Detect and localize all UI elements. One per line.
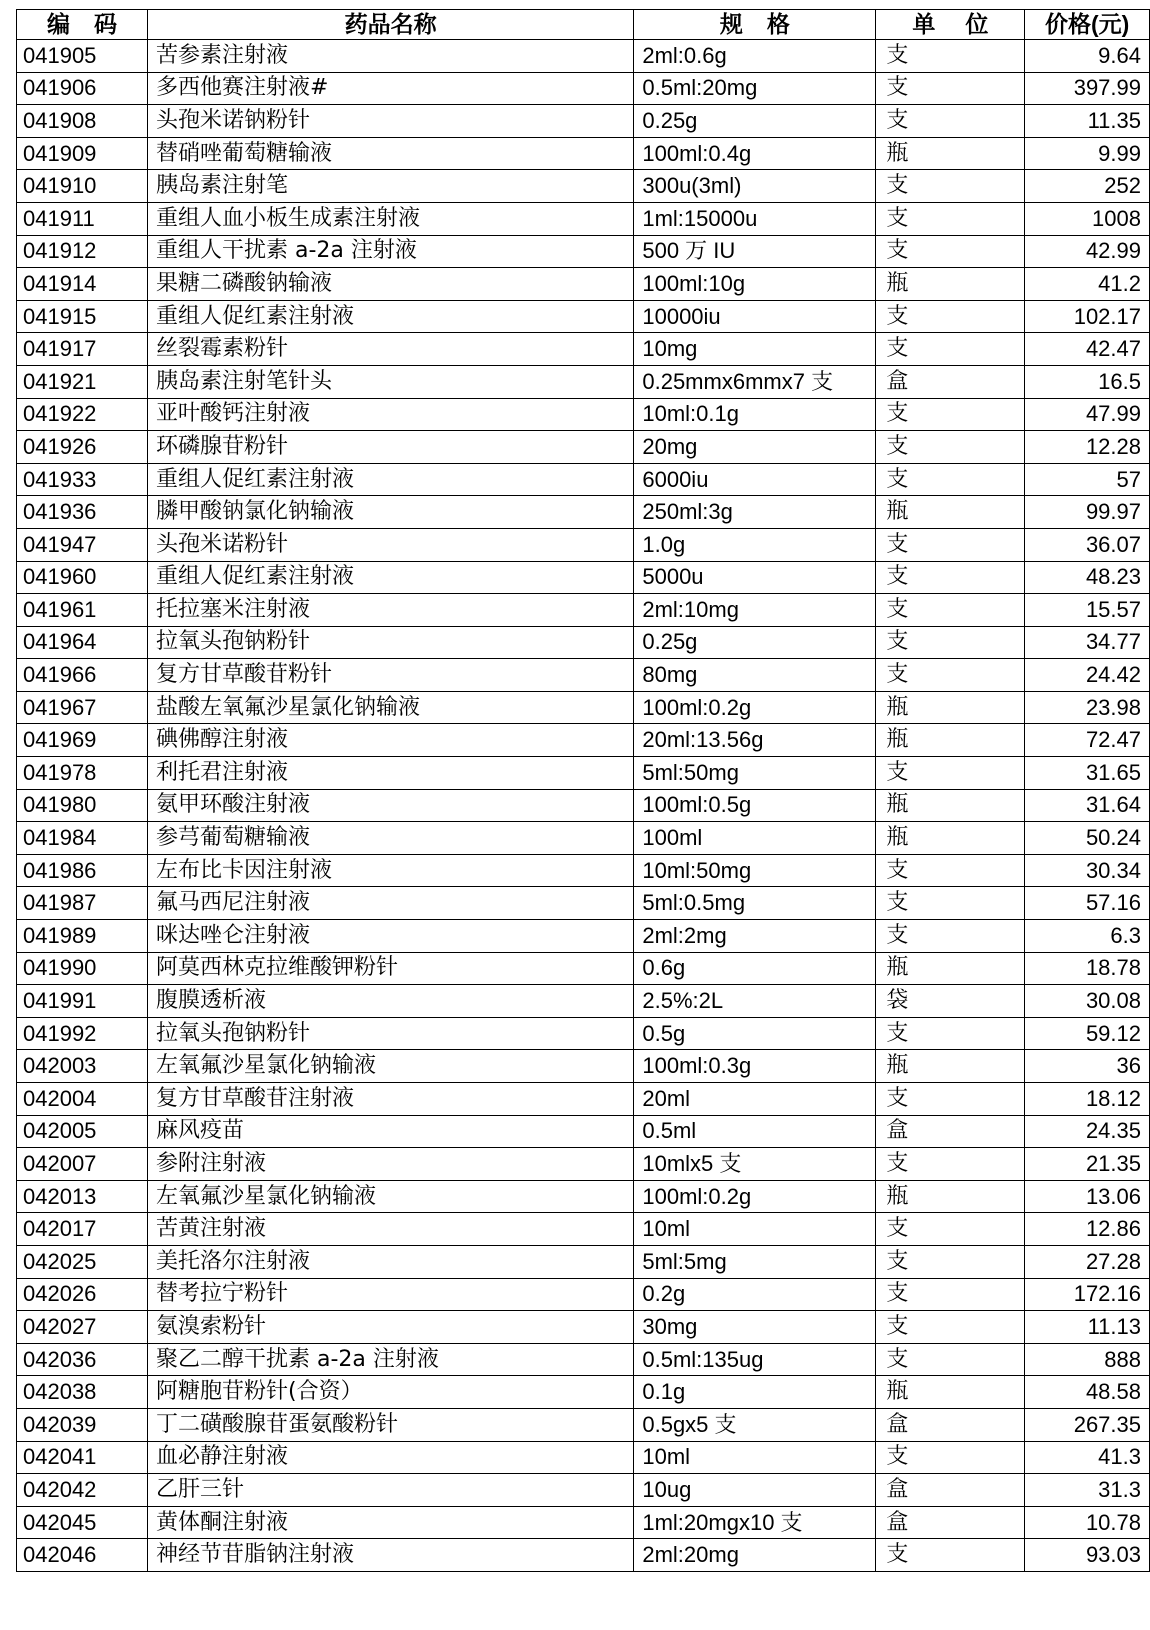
cell-name: 丝裂霉素粉针 xyxy=(148,333,634,366)
cell-spec: 10ml:0.1g xyxy=(634,398,876,431)
cell-spec: 30mg xyxy=(634,1311,876,1344)
table-row xyxy=(17,105,1150,138)
cell-unit: 支 xyxy=(876,1278,1025,1311)
cell-unit: 盒 xyxy=(876,1474,1025,1507)
cell-spec: 100ml:0.2g xyxy=(634,691,876,724)
cell-spec: 0.25mmx6mmx7 支 xyxy=(634,365,876,398)
header-row xyxy=(17,10,1150,40)
header-spec: 规格 xyxy=(634,10,876,40)
table-row xyxy=(17,235,1150,268)
cell-unit: 支 xyxy=(876,1083,1025,1116)
cell-unit: 支 xyxy=(876,1539,1025,1572)
table-row xyxy=(17,40,1150,73)
cell-code: 042007 xyxy=(17,1148,148,1181)
cell-code: 041960 xyxy=(17,561,148,594)
cell-unit: 支 xyxy=(876,170,1025,203)
cell-code: 042005 xyxy=(17,1115,148,1148)
table-row xyxy=(17,920,1150,953)
cell-unit: 瓶 xyxy=(876,1180,1025,1213)
cell-name: 果糖二磷酸钠输液 xyxy=(148,268,634,301)
cell-name: 替考拉宁粉针 xyxy=(148,1278,634,1311)
cell-unit: 支 xyxy=(876,854,1025,887)
cell-code: 041961 xyxy=(17,594,148,627)
cell-spec: 0.5ml:135ug xyxy=(634,1343,876,1376)
cell-code: 041915 xyxy=(17,300,148,333)
cell-unit: 支 xyxy=(876,235,1025,268)
cell-unit: 瓶 xyxy=(876,1050,1025,1083)
cell-spec: 1ml:15000u xyxy=(634,202,876,235)
cell-spec: 1.0g xyxy=(634,528,876,561)
cell-price: 27.28 xyxy=(1025,1245,1150,1278)
cell-unit: 支 xyxy=(876,887,1025,920)
cell-spec: 2ml:0.6g xyxy=(634,40,876,73)
cell-unit: 支 xyxy=(876,659,1025,692)
table-row xyxy=(17,268,1150,301)
cell-name: 重组人血小板生成素注射液 xyxy=(148,202,634,235)
cell-code: 041910 xyxy=(17,170,148,203)
cell-code: 041992 xyxy=(17,1017,148,1050)
cell-price: 36 xyxy=(1025,1050,1150,1083)
cell-code: 042045 xyxy=(17,1506,148,1539)
cell-price: 72.47 xyxy=(1025,724,1150,757)
cell-unit: 支 xyxy=(876,594,1025,627)
cell-spec: 0.5ml xyxy=(634,1115,876,1148)
cell-unit: 盒 xyxy=(876,365,1025,398)
cell-name: 麻风疫苗 xyxy=(148,1115,634,1148)
table-row xyxy=(17,1376,1150,1409)
cell-code: 042004 xyxy=(17,1083,148,1116)
cell-price: 16.5 xyxy=(1025,365,1150,398)
cell-spec: 2ml:2mg xyxy=(634,920,876,953)
cell-name: 神经节苷脂钠注射液 xyxy=(148,1539,634,1572)
cell-code: 041969 xyxy=(17,724,148,757)
cell-spec: 5ml:5mg xyxy=(634,1245,876,1278)
cell-name: 苦黄注射液 xyxy=(148,1213,634,1246)
cell-unit: 支 xyxy=(876,202,1025,235)
cell-name: 复方甘草酸苷粉针 xyxy=(148,659,634,692)
cell-price: 31.65 xyxy=(1025,757,1150,790)
cell-unit: 支 xyxy=(876,920,1025,953)
cell-name: 氟马西尼注射液 xyxy=(148,887,634,920)
cell-code: 042039 xyxy=(17,1408,148,1441)
cell-code: 042026 xyxy=(17,1278,148,1311)
cell-spec: 10ml xyxy=(634,1441,876,1474)
cell-name: 阿莫西林克拉维酸钾粉针 xyxy=(148,952,634,985)
cell-name: 重组人干扰素 a-2a 注射液 xyxy=(148,235,634,268)
table-row xyxy=(17,496,1150,529)
cell-name: 阿糖胞苷粉针(合资） xyxy=(148,1376,634,1409)
cell-spec: 10ml xyxy=(634,1213,876,1246)
cell-unit: 支 xyxy=(876,1441,1025,1474)
table-row xyxy=(17,1441,1150,1474)
cell-spec: 100ml:0.4g xyxy=(634,137,876,170)
cell-unit: 支 xyxy=(876,1343,1025,1376)
cell-unit: 支 xyxy=(876,757,1025,790)
cell-price: 102.17 xyxy=(1025,300,1150,333)
cell-price: 23.98 xyxy=(1025,691,1150,724)
table-row xyxy=(17,854,1150,887)
cell-spec: 80mg xyxy=(634,659,876,692)
cell-price: 42.47 xyxy=(1025,333,1150,366)
cell-code: 041912 xyxy=(17,235,148,268)
cell-unit: 盒 xyxy=(876,1115,1025,1148)
cell-code: 041936 xyxy=(17,496,148,529)
cell-name: 重组人促红素注射液 xyxy=(148,463,634,496)
cell-code: 041914 xyxy=(17,268,148,301)
cell-name: 膦甲酸钠氯化钠输液 xyxy=(148,496,634,529)
cell-spec: 10ug xyxy=(634,1474,876,1507)
cell-price: 24.35 xyxy=(1025,1115,1150,1148)
table-row xyxy=(17,1083,1150,1116)
table-row xyxy=(17,822,1150,855)
cell-price: 31.3 xyxy=(1025,1474,1150,1507)
cell-spec: 2ml:10mg xyxy=(634,594,876,627)
table-row xyxy=(17,300,1150,333)
table-row xyxy=(17,1311,1150,1344)
cell-unit: 瓶 xyxy=(876,822,1025,855)
cell-unit: 支 xyxy=(876,300,1025,333)
cell-price: 41.3 xyxy=(1025,1441,1150,1474)
cell-price: 24.42 xyxy=(1025,659,1150,692)
table-row xyxy=(17,431,1150,464)
table-row xyxy=(17,561,1150,594)
table-row xyxy=(17,594,1150,627)
cell-spec: 10000iu xyxy=(634,300,876,333)
cell-code: 042003 xyxy=(17,1050,148,1083)
table-row xyxy=(17,1180,1150,1213)
cell-price: 30.08 xyxy=(1025,985,1150,1018)
cell-unit: 瓶 xyxy=(876,496,1025,529)
cell-unit: 支 xyxy=(876,528,1025,561)
cell-unit: 支 xyxy=(876,40,1025,73)
table-body xyxy=(17,40,1150,1572)
table-row xyxy=(17,528,1150,561)
cell-code: 041908 xyxy=(17,105,148,138)
cell-code: 041987 xyxy=(17,887,148,920)
cell-unit: 瓶 xyxy=(876,724,1025,757)
cell-name: 亚叶酸钙注射液 xyxy=(148,398,634,431)
header-name: 药品名称 xyxy=(148,10,634,40)
cell-price: 21.35 xyxy=(1025,1148,1150,1181)
table-row xyxy=(17,1343,1150,1376)
cell-price: 172.16 xyxy=(1025,1278,1150,1311)
cell-spec: 100ml xyxy=(634,822,876,855)
cell-price: 15.57 xyxy=(1025,594,1150,627)
cell-name: 头孢米诺钠粉针 xyxy=(148,105,634,138)
cell-name: 聚乙二醇干扰素 a-2a 注射液 xyxy=(148,1343,634,1376)
cell-spec: 5ml:0.5mg xyxy=(634,887,876,920)
cell-code: 041926 xyxy=(17,431,148,464)
cell-name: 参附注射液 xyxy=(148,1148,634,1181)
table-row xyxy=(17,691,1150,724)
cell-price: 31.64 xyxy=(1025,789,1150,822)
cell-spec: 5000u xyxy=(634,561,876,594)
cell-price: 888 xyxy=(1025,1343,1150,1376)
cell-code: 041933 xyxy=(17,463,148,496)
cell-price: 10.78 xyxy=(1025,1506,1150,1539)
cell-name: 重组人促红素注射液 xyxy=(148,300,634,333)
cell-price: 397.99 xyxy=(1025,72,1150,105)
table-row xyxy=(17,626,1150,659)
cell-unit: 支 xyxy=(876,1311,1025,1344)
cell-name: 参芎葡萄糖输液 xyxy=(148,822,634,855)
cell-unit: 支 xyxy=(876,1245,1025,1278)
cell-price: 6.3 xyxy=(1025,920,1150,953)
cell-spec: 0.6g xyxy=(634,952,876,985)
cell-code: 041990 xyxy=(17,952,148,985)
cell-unit: 支 xyxy=(876,431,1025,464)
table-row xyxy=(17,72,1150,105)
cell-name: 托拉塞米注射液 xyxy=(148,594,634,627)
cell-unit: 支 xyxy=(876,463,1025,496)
cell-spec: 2ml:20mg xyxy=(634,1539,876,1572)
cell-unit: 支 xyxy=(876,105,1025,138)
table-row xyxy=(17,757,1150,790)
cell-name: 左氧氟沙星氯化钠输液 xyxy=(148,1050,634,1083)
cell-unit: 瓶 xyxy=(876,1376,1025,1409)
cell-price: 11.13 xyxy=(1025,1311,1150,1344)
cell-unit: 支 xyxy=(876,1017,1025,1050)
cell-name: 腹膜透析液 xyxy=(148,985,634,1018)
cell-name: 丁二磺酸腺苷蛋氨酸粉针 xyxy=(148,1408,634,1441)
cell-spec: 100ml:10g xyxy=(634,268,876,301)
cell-spec: 500 万 IU xyxy=(634,235,876,268)
cell-unit: 支 xyxy=(876,333,1025,366)
table-row xyxy=(17,1050,1150,1083)
cell-price: 1008 xyxy=(1025,202,1150,235)
cell-name: 咪达唑仑注射液 xyxy=(148,920,634,953)
cell-unit: 袋 xyxy=(876,985,1025,1018)
table-row xyxy=(17,170,1150,203)
cell-code: 041921 xyxy=(17,365,148,398)
cell-price: 48.58 xyxy=(1025,1376,1150,1409)
cell-price: 59.12 xyxy=(1025,1017,1150,1050)
cell-code: 042036 xyxy=(17,1343,148,1376)
cell-code: 042017 xyxy=(17,1213,148,1246)
cell-spec: 100ml:0.3g xyxy=(634,1050,876,1083)
cell-unit: 支 xyxy=(876,398,1025,431)
cell-unit: 盒 xyxy=(876,1408,1025,1441)
cell-name: 复方甘草酸苷注射液 xyxy=(148,1083,634,1116)
cell-code: 042025 xyxy=(17,1245,148,1278)
table-row xyxy=(17,1474,1150,1507)
cell-spec: 0.2g xyxy=(634,1278,876,1311)
header-price: 价格(元) xyxy=(1025,10,1150,40)
cell-spec: 10mg xyxy=(634,333,876,366)
cell-spec: 1ml:20mgx10 支 xyxy=(634,1506,876,1539)
cell-unit: 瓶 xyxy=(876,268,1025,301)
cell-unit: 瓶 xyxy=(876,691,1025,724)
table-row xyxy=(17,333,1150,366)
cell-spec: 6000iu xyxy=(634,463,876,496)
cell-price: 18.12 xyxy=(1025,1083,1150,1116)
table-row xyxy=(17,952,1150,985)
cell-name: 替硝唑葡萄糖输液 xyxy=(148,137,634,170)
cell-spec: 2.5%:2L xyxy=(634,985,876,1018)
header-unit: 单位 xyxy=(876,10,1025,40)
cell-name: 苦参素注射液 xyxy=(148,40,634,73)
table-row xyxy=(17,1017,1150,1050)
cell-name: 多西他赛注射液# xyxy=(148,72,634,105)
cell-name: 胰岛素注射笔 xyxy=(148,170,634,203)
cell-code: 041906 xyxy=(17,72,148,105)
cell-name: 美托洛尔注射液 xyxy=(148,1245,634,1278)
cell-code: 041905 xyxy=(17,40,148,73)
cell-code: 042046 xyxy=(17,1539,148,1572)
cell-spec: 20ml:13.56g xyxy=(634,724,876,757)
cell-price: 12.86 xyxy=(1025,1213,1150,1246)
table-row xyxy=(17,365,1150,398)
cell-code: 041967 xyxy=(17,691,148,724)
cell-code: 041911 xyxy=(17,202,148,235)
table-row xyxy=(17,1213,1150,1246)
cell-code: 041978 xyxy=(17,757,148,790)
cell-price: 252 xyxy=(1025,170,1150,203)
cell-name: 头孢米诺粉针 xyxy=(148,528,634,561)
table-row xyxy=(17,1539,1150,1572)
cell-code: 041922 xyxy=(17,398,148,431)
cell-spec: 0.5gx5 支 xyxy=(634,1408,876,1441)
cell-name: 氨溴索粉针 xyxy=(148,1311,634,1344)
cell-code: 042038 xyxy=(17,1376,148,1409)
cell-price: 267.35 xyxy=(1025,1408,1150,1441)
table-row xyxy=(17,789,1150,822)
cell-name: 乙肝三针 xyxy=(148,1474,634,1507)
cell-code: 041964 xyxy=(17,626,148,659)
cell-name: 盐酸左氧氟沙星氯化钠输液 xyxy=(148,691,634,724)
cell-code: 041980 xyxy=(17,789,148,822)
cell-price: 41.2 xyxy=(1025,268,1150,301)
table-row xyxy=(17,724,1150,757)
header-code: 编码 xyxy=(17,10,148,40)
cell-price: 30.34 xyxy=(1025,854,1150,887)
cell-spec: 300u(3ml) xyxy=(634,170,876,203)
cell-name: 黄体酮注射液 xyxy=(148,1506,634,1539)
cell-spec: 100ml:0.2g xyxy=(634,1180,876,1213)
cell-name: 左布比卡因注射液 xyxy=(148,854,634,887)
cell-code: 041986 xyxy=(17,854,148,887)
table-row xyxy=(17,1245,1150,1278)
cell-spec: 0.5ml:20mg xyxy=(634,72,876,105)
cell-price: 9.99 xyxy=(1025,137,1150,170)
table-row xyxy=(17,137,1150,170)
cell-spec: 5ml:50mg xyxy=(634,757,876,790)
cell-name: 碘佛醇注射液 xyxy=(148,724,634,757)
cell-spec: 10ml:50mg xyxy=(634,854,876,887)
cell-name: 拉氧头孢钠粉针 xyxy=(148,1017,634,1050)
cell-code: 041909 xyxy=(17,137,148,170)
cell-code: 042027 xyxy=(17,1311,148,1344)
cell-price: 18.78 xyxy=(1025,952,1150,985)
cell-unit: 支 xyxy=(876,72,1025,105)
cell-spec: 0.25g xyxy=(634,626,876,659)
cell-price: 9.64 xyxy=(1025,40,1150,73)
cell-price: 36.07 xyxy=(1025,528,1150,561)
table-row xyxy=(17,1506,1150,1539)
table-row xyxy=(17,985,1150,1018)
table-row xyxy=(17,659,1150,692)
cell-name: 环磷腺苷粉针 xyxy=(148,431,634,464)
cell-code: 042041 xyxy=(17,1441,148,1474)
cell-price: 34.77 xyxy=(1025,626,1150,659)
cell-price: 12.28 xyxy=(1025,431,1150,464)
cell-unit: 瓶 xyxy=(876,137,1025,170)
cell-code: 042013 xyxy=(17,1180,148,1213)
cell-spec: 0.25g xyxy=(634,105,876,138)
cell-name: 氨甲环酸注射液 xyxy=(148,789,634,822)
cell-code: 041989 xyxy=(17,920,148,953)
cell-price: 48.23 xyxy=(1025,561,1150,594)
cell-price: 42.99 xyxy=(1025,235,1150,268)
cell-price: 47.99 xyxy=(1025,398,1150,431)
cell-unit: 瓶 xyxy=(876,789,1025,822)
cell-price: 57.16 xyxy=(1025,887,1150,920)
table-row xyxy=(17,398,1150,431)
cell-code: 041966 xyxy=(17,659,148,692)
cell-unit: 瓶 xyxy=(876,952,1025,985)
cell-name: 胰岛素注射笔针头 xyxy=(148,365,634,398)
table-row xyxy=(17,1115,1150,1148)
table-row xyxy=(17,463,1150,496)
cell-price: 50.24 xyxy=(1025,822,1150,855)
cell-spec: 0.1g xyxy=(634,1376,876,1409)
table-row xyxy=(17,1278,1150,1311)
cell-code: 042042 xyxy=(17,1474,148,1507)
table-row xyxy=(17,1148,1150,1181)
cell-name: 重组人促红素注射液 xyxy=(148,561,634,594)
cell-unit: 支 xyxy=(876,1213,1025,1246)
cell-price: 13.06 xyxy=(1025,1180,1150,1213)
cell-spec: 0.5g xyxy=(634,1017,876,1050)
cell-price: 11.35 xyxy=(1025,105,1150,138)
table-row xyxy=(17,887,1150,920)
cell-unit: 盒 xyxy=(876,1506,1025,1539)
cell-code: 041947 xyxy=(17,528,148,561)
cell-name: 血必静注射液 xyxy=(148,1441,634,1474)
cell-code: 041984 xyxy=(17,822,148,855)
cell-price: 99.97 xyxy=(1025,496,1150,529)
cell-spec: 20ml xyxy=(634,1083,876,1116)
drug-price-table xyxy=(16,9,1150,1572)
table-row xyxy=(17,202,1150,235)
cell-code: 041991 xyxy=(17,985,148,1018)
cell-spec: 20mg xyxy=(634,431,876,464)
cell-name: 拉氧头孢钠粉针 xyxy=(148,626,634,659)
cell-unit: 支 xyxy=(876,1148,1025,1181)
cell-spec: 250ml:3g xyxy=(634,496,876,529)
cell-code: 041917 xyxy=(17,333,148,366)
cell-price: 93.03 xyxy=(1025,1539,1150,1572)
table-row xyxy=(17,1408,1150,1441)
cell-spec: 10mlx5 支 xyxy=(634,1148,876,1181)
cell-name: 左氧氟沙星氯化钠输液 xyxy=(148,1180,634,1213)
cell-price: 57 xyxy=(1025,463,1150,496)
cell-spec: 100ml:0.5g xyxy=(634,789,876,822)
cell-unit: 支 xyxy=(876,561,1025,594)
cell-name: 利托君注射液 xyxy=(148,757,634,790)
cell-unit: 支 xyxy=(876,626,1025,659)
